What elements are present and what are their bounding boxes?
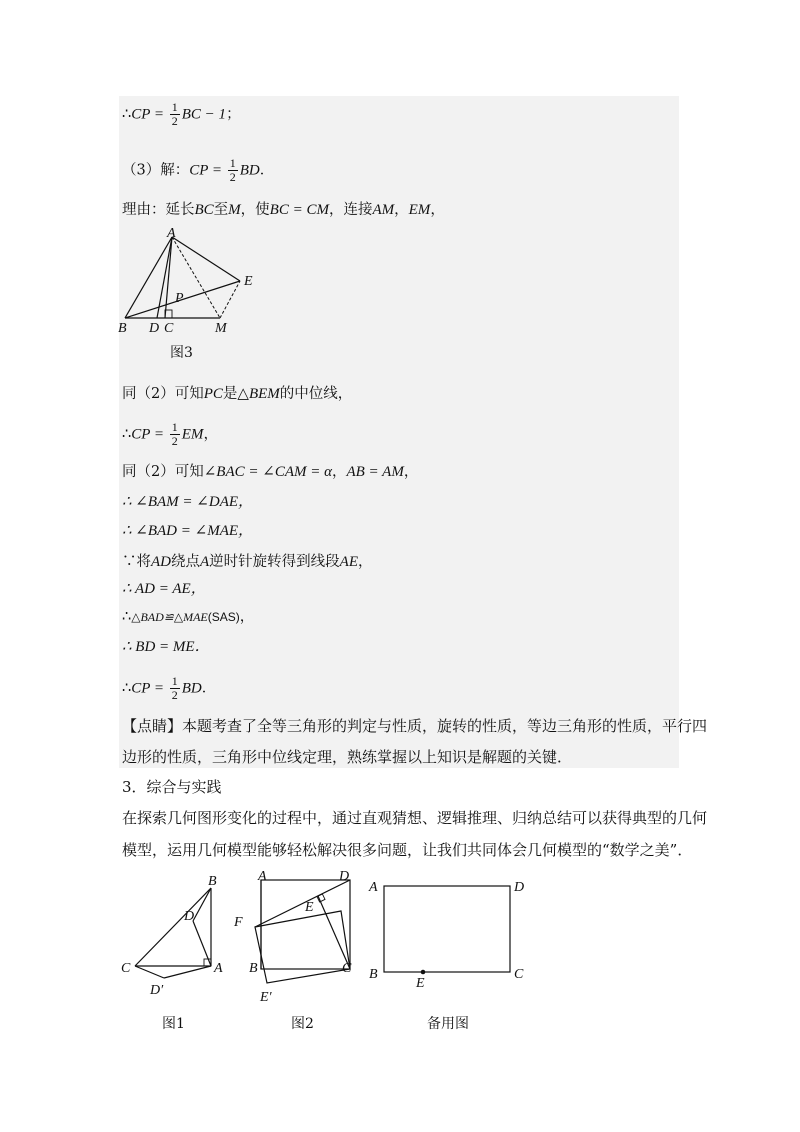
fraction-denominator: 2 — [229, 170, 236, 184]
spare-label-a: A — [369, 880, 378, 895]
review-line-2: 边形的性质，三角形中位线定理，熟练掌握以上知识是解题的关键． — [122, 748, 573, 766]
math-text: CP = — [131, 106, 168, 123]
solution-line-3 — [122, 200, 445, 220]
question-3-title: 3．综合与实践 — [122, 778, 222, 796]
question-3-paragraph-1: 在探索几何图形变化的过程中，通过直观猜想、逻辑推理、归纳总结可以获得典型的几何 — [122, 809, 708, 827]
fig3-label-a: A — [167, 226, 176, 241]
fig2-label-b: B — [249, 961, 258, 976]
fig3-label-p: P — [175, 291, 184, 306]
math-text: BC − 1 — [181, 106, 227, 123]
therefore-symbol: ∴ — [122, 609, 132, 625]
text: 绕点 — [171, 554, 200, 570]
fraction-numerator: 1 — [171, 420, 178, 434]
solution-line-9 — [122, 552, 373, 572]
fig2-label-f: F — [234, 915, 243, 930]
fraction-denominator: 2 — [171, 688, 178, 702]
text: 理由：延长 — [122, 202, 195, 218]
fraction — [228, 157, 238, 184]
solution-line-4 — [122, 384, 352, 404]
text: 同（2）可知 — [122, 464, 204, 480]
punctuation: ． — [259, 162, 275, 179]
solution-line-7: ∴ ∠BAM = ∠DAE， — [122, 494, 254, 510]
fraction — [170, 421, 180, 448]
therefore-symbol: ∴ — [122, 106, 132, 123]
therefore-symbol: ∴ — [122, 426, 132, 443]
solution-line-12: ∴ BD = ME． — [122, 639, 210, 655]
text: ， — [403, 464, 419, 480]
fraction-numerator: 1 — [171, 674, 178, 688]
math-text: EM — [181, 426, 204, 443]
question-3-paragraph-2: 模型，运用几何模型能够轻松解决很多问题，让我们共同体会几何模型的“数学之美”． — [122, 841, 693, 859]
math-text: M — [228, 202, 241, 218]
text: ，连接 — [328, 202, 373, 218]
text: 是 — [222, 386, 238, 402]
math-text: CP = — [131, 680, 168, 697]
figure-1 — [118, 868, 228, 998]
fraction-numerator: 1 — [229, 156, 236, 170]
text: 至 — [213, 202, 229, 218]
fig3-label-b: B — [118, 321, 127, 336]
math-text: ∠BAC = ∠CAM = α — [203, 464, 332, 480]
text: ， — [239, 609, 255, 625]
fig3-label-e: E — [244, 274, 253, 289]
spare-figure-caption: 备用图 — [427, 1016, 469, 1032]
therefore-symbol: ∴ — [122, 680, 132, 697]
math-text: CP = — [189, 162, 226, 179]
text: ，使 — [240, 202, 270, 218]
spare-label-e: E — [416, 976, 425, 991]
fig1-label-d-prime: D′ — [150, 983, 164, 998]
fig2-label-e-prime: E′ — [260, 990, 272, 1005]
math-text: AE — [339, 554, 358, 570]
figure-3-caption: 图3 — [170, 345, 193, 361]
text: ， — [358, 554, 373, 570]
figure-1-caption: 图1 — [162, 1016, 185, 1032]
math-text: A — [200, 554, 210, 570]
solution-line-5 — [122, 421, 218, 448]
part-label: （3）解： — [122, 162, 190, 179]
fig3-label-c: C — [164, 321, 174, 336]
fig2-label-c: C — [342, 961, 352, 976]
math-text: CP = — [131, 426, 168, 443]
fraction-denominator: 2 — [171, 434, 178, 448]
fig1-label-b: B — [208, 874, 217, 889]
fraction-denominator: 2 — [171, 114, 178, 128]
fig2-label-a: A — [258, 869, 267, 884]
math-text: △BEM — [237, 386, 280, 402]
fig1-label-d: D — [184, 909, 195, 924]
fig2-label-d: D — [339, 869, 350, 884]
math-text: AM — [372, 202, 395, 218]
text: 同（2）可知 — [122, 386, 204, 402]
spare-figure — [365, 874, 530, 991]
punctuation: ； — [226, 106, 241, 123]
math-text: AD — [151, 554, 171, 570]
figure-3 — [115, 225, 265, 335]
solution-line-6 — [122, 462, 418, 482]
review-line-1: 【点睛】本题考查了全等三角形的判定与性质，旋转的性质，等边三角形的性质，平行四 — [122, 717, 708, 735]
solution-line-2 — [122, 157, 274, 184]
fraction — [170, 675, 180, 702]
text: 逆时针旋转得到线段 — [209, 554, 340, 570]
math-text: BC = CM — [269, 202, 329, 218]
text: ∵将 — [122, 554, 151, 570]
solution-line-1 — [122, 101, 241, 128]
solution-line-8: ∴ ∠BAD = ∠MAE， — [122, 523, 254, 539]
spare-label-c: C — [514, 967, 524, 982]
fig1-label-c: C — [121, 961, 131, 976]
fig1-label-a: A — [214, 961, 223, 976]
fraction-numerator: 1 — [171, 100, 178, 114]
solution-line-10: ∴ AD = AE， — [122, 581, 206, 597]
text: ， — [394, 202, 409, 218]
spare-label-b: B — [369, 967, 378, 982]
fig3-label-m: M — [215, 321, 227, 336]
math-text: BC — [194, 202, 214, 218]
text: 的中位线， — [279, 386, 353, 402]
fraction — [170, 101, 180, 128]
solution-line-13 — [122, 675, 216, 702]
math-text: AB = AM — [346, 464, 404, 480]
punctuation: ． — [201, 680, 217, 697]
math-text: BD — [181, 680, 202, 697]
text: ， — [331, 464, 347, 480]
math-text: EM — [408, 202, 431, 218]
solution-line-11 — [122, 607, 254, 627]
figure-2 — [230, 864, 350, 1004]
math-text: △BAD≌△MAE — [131, 610, 208, 624]
text: (SAS) — [207, 610, 240, 624]
fig3-label-d: D — [149, 321, 160, 336]
fig2-label-e: E — [305, 900, 314, 915]
spare-label-d: D — [514, 880, 525, 895]
figure-2-caption: 图2 — [291, 1016, 314, 1032]
math-text: PC — [203, 386, 223, 402]
punctuation: ， — [203, 426, 218, 443]
text: ， — [430, 202, 445, 218]
math-text: BD — [239, 162, 260, 179]
